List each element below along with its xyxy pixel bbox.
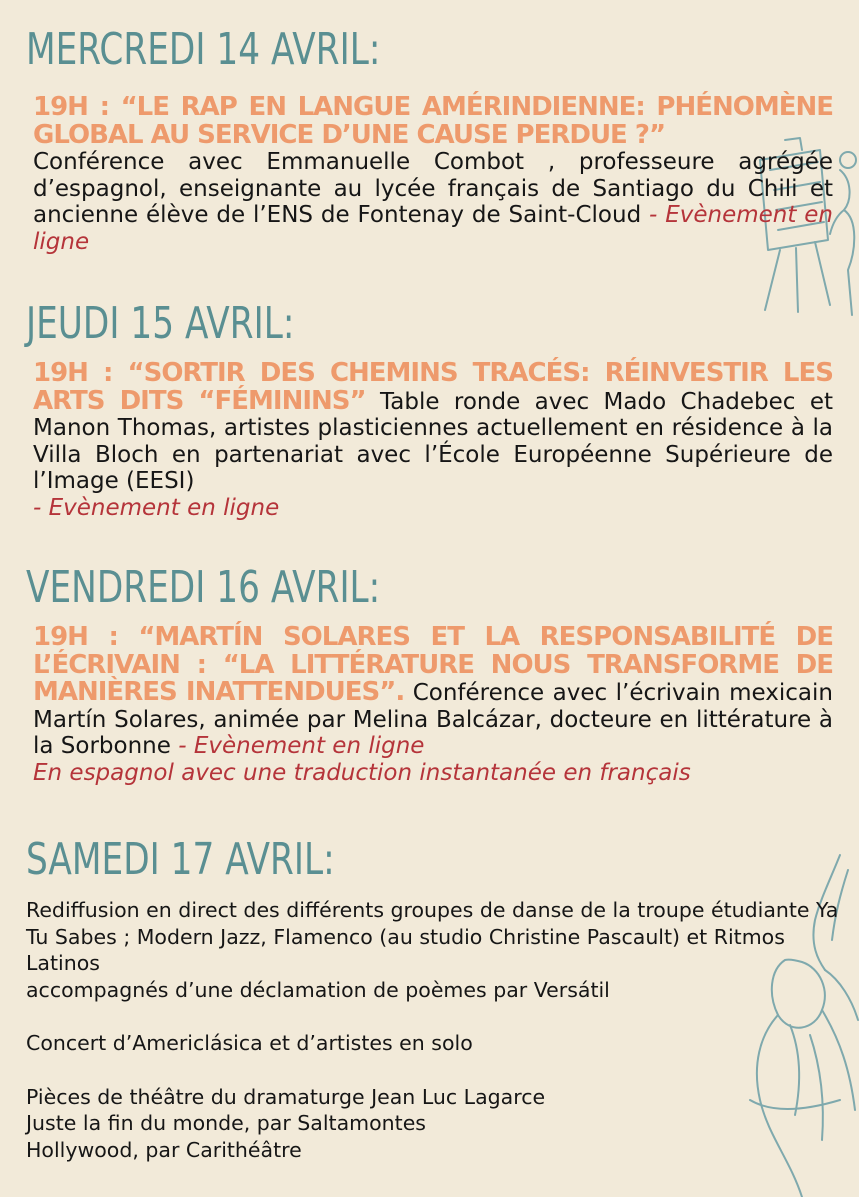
event-description: Conférence avec Emmanuelle Combot , professeure agrégée d’espagnol, enseignante au lycée français de Santiago du Chili et ancienne élève de l’ENS de Fontenay de Saint-Cloud: [33, 149, 833, 228]
day-title-friday: VENDREDI 16 AVRIL:: [26, 562, 381, 613]
event-description: Table ronde avec Mado Chadebec et Manon Thomas, artistes plasticiennes actuellement en résidence à la Villa Bloch en partenariat avec l’École Européenne Supérieure de l’Image (EESI): [33, 388, 833, 494]
event-headline: 19H : “LE RAP EN LANGUE AMÉRINDIENNE: PHÉNOMÈNE GLOBAL AU SERVICE D’UNE CAUSE PERDUE ?”: [33, 92, 833, 150]
online-event-note: - Evènement en ligne: [33, 494, 280, 521]
program-line: Pièces de théâtre du dramaturge Jean Luc Lagarce: [26, 1084, 546, 1109]
day-title-wednesday: MERCREDI 14 AVRIL:: [26, 24, 381, 75]
program-line: accompagnés d’une déclamation de poèmes par Versátil: [26, 977, 610, 1002]
online-event-note: - Evènement en ligne: [33, 202, 833, 255]
program-line: Rediffusion en direct des différents groupes de danse de la troupe étudiante Ya Tu Sabes ; Modern Jazz, Flamenco (au studio Christine Pascault) et Ritmos Latinos: [26, 898, 839, 975]
event-description: Conférence avec l’écrivain mexicain Martín Solares, animée par Melina Balcázar, docteure en littérature à la Sorbonne: [33, 680, 833, 759]
event-friday: [33, 624, 833, 786]
online-event-note: - Evènement en ligne: [170, 733, 425, 759]
translation-note: En espagnol avec une traduction instantanée en français: [33, 759, 691, 786]
program-line: Juste la fin du monde, par Saltamontes: [26, 1111, 426, 1135]
event-headline: 19H : “MARTÍN SOLARES ET LA RESPONSABILITÉ DE L’ÉCRIVAIN : “LA LITTÉRATURE NOUS TRANSFORME DE MANIÈRES INATTENDUES”.: [33, 622, 833, 707]
event-thursday: [33, 360, 833, 521]
program-line: Hollywood, par Carithéâtre: [26, 1137, 302, 1162]
day-title-saturday: SAMEDI 17 AVRIL:: [26, 834, 335, 885]
event-headline: 19H : “SORTIR DES CHEMINS TRACÉS: RÉINVESTIR LES ARTS DITS “FÉMININS”: [33, 358, 833, 416]
program-line: Concert d’Americlásica et d’artistes en solo: [26, 1031, 473, 1055]
event-saturday: [26, 897, 841, 1163]
day-title-thursday: JEUDI 15 AVRIL:: [26, 298, 295, 349]
event-wednesday: [33, 94, 833, 255]
